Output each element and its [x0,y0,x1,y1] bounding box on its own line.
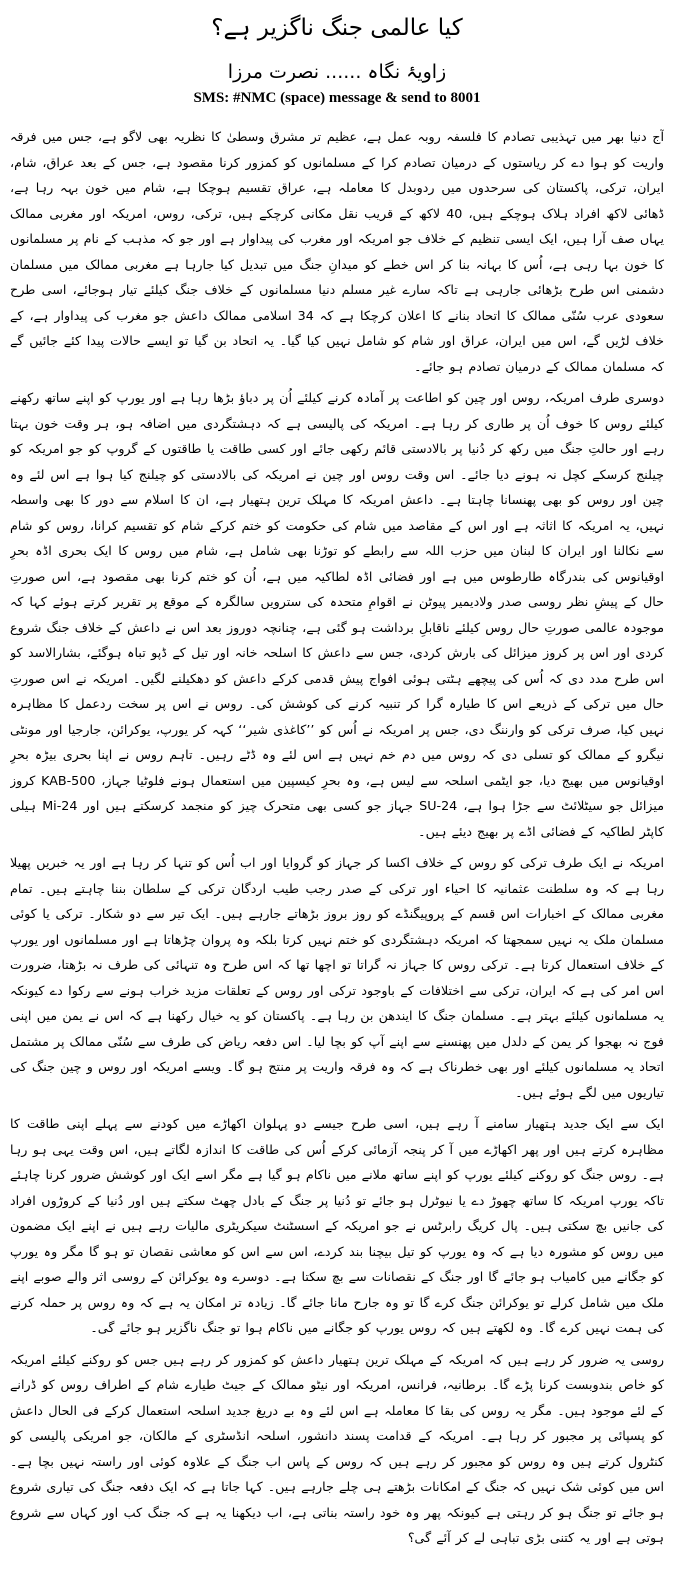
article-paragraph-5: روسی یہ ضرور کر رہے ہیں کہ امریکہ کے مہلک ترین ہتھیار داعش کو کمزور کر رہے ہیں جس کو روکنے کیلئے امریکہ کو خاص بندوبست کرنا پڑے گا۔ برطانیہ، فرانس، امریکہ اور نیٹو ممالک کے جیٹ طیارے شام کے اطراف روس کو ڈرانے کے لئے موجود ہیں۔ مگر یہ روس کی بقا کا معاملہ ہے اس لئے وہ بے دریغ جدید اسلحہ استعمال کرکے فی الحال داعش کو پسپائی پر مجبور کر رہا ہے۔ امریکہ کے قدامت پسند دانشور، اسلحہ انڈسٹری کے مالکان، جو امریکی پالیسی کو کنٹرول کرتے ہیں وہ روس کو مجبور کر رہے ہیں کہ روس کے پاس اب جنگ کے علاوہ کوئی اور راستہ نہیں بچا ہے۔ اس میں کوئی شک نہیں کہ جنگ کے امکانات بڑھتے ہی چلے جارہے ہیں۔ کہا جاتا ہے کہ ایک دفعہ جنگ کی تیاری شروع ہو جائے تو جنگ ہو کر رہتی ہے کیونکہ پھر وہ خود راستہ بناتی ہے، اب دیکھنا یہ ہے کہ جنگ کب اور کہاں سے شروع ہوتی ہے اور یہ کتنی بڑی تباہی لے کر آئے گی؟ [10,1351,664,1545]
article-title: کیا عالمی جنگ ناگزیر ہے؟ [211,15,463,41]
article-paragraph-2: دوسری طرف امریکہ، روس اور چین کو اطاعت پر آمادہ کرنے کیلئے اُن پر دباؤ بڑھا رہا ہے اور یورپ کو اپنے ساتھ رکھنے کیلئے روس کا خوف اُن پر طاری کر رہا ہے۔ امریکہ کی پالیسی ہے کہ دہشتگردی میں اضافہ ہو، ہر وقت خون بہتا رہے اور حالتِ جنگ میں رکھ کر دُنیا پر بالادستی قائم رکھی جائے اور کسی طاقت یا طاقتوں کے گروپ کو جو امریکہ کو چیلنج کرسکے کچل نہ ہونے دیا جائے۔ اس وقت روس اور چین نے امریکہ کی بالادستی کو چیلنج کیا ہوا ہے اس لئے وہ چین اور روس کو بھی پھنسانا چاہتا ہے۔ داعش امریکہ کا مہلک ترین ہتھیار ہے، ان کا اسلام سے دور کا بھی واسطہ نہیں، یہ امریکہ کا اثاثہ ہے اور اس کے مقاصد میں شام کی حکومت کو ختم کرکے شام کو تقسیم کرانا، روس کو شام سے نکالنا اور ایران کا لبنان میں حزب اللہ سے رابطے کو توڑنا بھی شامل ہے، شام میں روس کا ایک بحری اڈہ بحرِ اوقیانوس کی بندرگاہ طارطوس میں ہے اور فضائی اڈہ لطاکیہ میں ہے، اُن کو ختم کرنا بھی مقصود ہے، اس صورتِ حال کے پیشِ نظر روسی صدر ولادیمیر پیوٹن نے اقوامِ متحدہ کی سترویں سالگرہ کے موقع پر تقریر کرتے ہوئے کہا کہ موجودہ عالمی صورتِ حال روس کیلئے ناقابلِ برداشت ہو گئی ہے، چنانچہ دوروز بعد اس نے داعش کے خلاف جنگ شروع کردی اور اس پر کروز میزائل کی بارش کردی، جس سے داعش کا اسلحہ خانہ اور تیل کے ڈپو تباہ ہوگئے، بشارالاسد کو اس طرح مدد دی کہ اُس کی پیچھے ہٹتی ہوئی افواج پیش قدمی کرکے داعش کو دھکیلنے لگیں۔ امریکہ نے اس صورتِ حال میں ترکی کے ذریعے اس کا طیارہ گرا کر تنبیہ کرنے کی کوشش کی۔ روس نے اس پر سخت ردعمل کا مظاہرہ نہیں کیا، صرف ترکی کو وارننگ دی، جس پر امریکہ نے اُس کو ’’کاغذی شیر‘‘ کہہ کر یورپ، یوکرائن، جارجیا اور مونٹی نیگرو کے ممالک کو تسلی دی کہ روس میں دم خم نہیں ہے اس لئے وہ ڈٹے رہیں۔ تاہم روس نے اپنا بحری بیڑہ بحرِ اوقیانوس میں بھیج دیا، جو ایٹمی اسلحہ سے لیس ہے، وہ بحرِ کیسپین میں استعمال ہونے فلوٹیا جہاز، KAB-500 کروز میزائل جو سیٹلائٹ سے جڑا ہوا ہے، SU-24 جہاز جو کسی بھی متحرک چیز کو منجمد کرسکتے ہیں اور Mi-24 ہیلی کاپٹر لطاکیہ کے فضائی اڈے پر بھیج دیئے ہیں۔ [10,390,664,839]
sms-line: SMS: #NMC (space) message & send to 8001 [193,90,481,106]
article [10,0,664,1588]
article-paragraph-3: امریکہ نے ایک طرف ترکی کو روس کے خلاف اکسا کر جہاز کو گروایا اور اب اُس کو تنہا کر رہا ہے اور یہ خبریں پھیلا رہا ہے کہ وہ سلطنت عثمانیہ کا احیاء اور ترکی کے صدر رجب طیب اردگان ترکی کے سلطان بننا چاہتے ہیں۔ تمام مغربی ممالک کے اخبارات اس قسم کے پروپیگنڈے کو روز بروز بڑھاتے جارہے ہیں۔ ایک تیر سے دو شکار۔ ترکی یا کوئی مسلمان ملک یہ نہیں سمجھتا کہ امریکہ دہشتگردی کو ختم نہیں کرتا بلکہ وہ پروان چڑھاتا ہے اور مسلمانوں اور یورپ کے خلاف استعمال کرتا ہے۔ ترکی روس کا جہاز نہ گراتا تو اچھا تھا کہ اس طرح وہ تنہائی کی طرف نہ بڑھتا، ضرورت اس امر کی ہے کہ ایران، ترکی سے اختلافات کے باوجود ترکی اور روس کے تعلقات مزید خراب ہونے سے رکوا دے کیونکہ یہ مسلمانوں کیلئے بہتر ہے۔ مسلمان جنگ کا ایندھن بن رہا ہے۔ پاکستان کو یہ خیال رکھنا ہے کہ اس نے یمن میں اپنی فوج نہ بھجوا کر یمن کے دلدل میں پھنسنے سے اپنے آپ کو بچا لیا۔ اس دفعہ ریاض کی طرف سے سُنّی ممالک پر مشتمل اتحاد یہ مسلمانوں کیلئے اور بھی خطرناک ہے کہ وہ فرقہ واریت پر منتج ہو گا۔ ویسے امریکہ اور روس و چین جنگ کی تیاریوں میں لگے ہوئے ہیں۔ [10,855,664,1100]
article-body [10,124,664,1551]
article-paragraph-4: ایک سے ایک جدید ہتھیار سامنے آ رہے ہیں، اسی طرح جیسے دو پہلوان اکھاڑے میں کودنے سے پہلے اپنی طاقت کا مظاہرہ کرتے ہیں اور پھر اکھاڑے میں آ کر پنجہ آزمائی کرکے اُس کی طاقت کا اندازہ لگاتے ہیں، اس وقت یہی ہو رہا ہے۔ روس جنگ کو روکنے کیلئے یورپ کو اپنے ساتھ ملانے میں ناکام ہو گیا ہے مگر اسے ایک اور کوشش ضرور کرنا چاہئے تاکہ یورپ امریکہ کا ساتھ چھوڑ دے یا نیوٹرل ہو جائے تو دُنیا پر جنگ کے بادل چھٹ سکتے ہیں اور دُنیا کے کروڑوں افراد کی جانیں بچ سکتی ہیں۔ پال کریگ رابرٹس نے جو امریکہ کے اسسٹنٹ سیکریٹری مالیات رہے ہیں نے اپنے ایک مضمون میں روس کو مشورہ دیا ہے کہ وہ یورپ کو تیل بیچنا بند کردے، اس سے اس کو معاشی نقصان تو ہو گا مگر وہ یورپ کو جگانے میں کامیاب ہو جائے گا اور جنگ کے نقصانات سے بچ سکتا ہے۔ دوسرے وہ یوکرائن کے روسی اثر والے صوبے اپنے ملک میں شامل کرلے تو یوکرائن جنگ کرے گا تو وہ جارح مانا جائے گا۔ زیادہ تر امکان یہ ہے کہ وہ روس پر حملہ کرنے کی ہمت نہیں کرے گا۔ وہ لکھتے ہیں کہ روس یورپ کو جگانے میں ناکام ہوا تو جنگ ناگزیر ہو جائے گی۔ [10,1116,664,1335]
article-byline: زاویۂ نگاہ ...... نصرت مرزا [227,61,447,83]
article-header [10,0,664,108]
article-paragraph-1: آج دنیا بھر میں تہذیبی تصادم کا فلسفہ روبہ عمل ہے، عظیم تر مشرق وسطیٰ کا نظریہ بھی لاگو ہے، جس میں فرقہ واریت کو ہوا دے کر ریاستوں کے درمیان تصادم کرا کے مسلمانوں کو کمزور کرنا مقصود ہے، جس کے بعد عراق، شام، ایران، ترکی، پاکستان کی سرحدوں میں ردوبدل کا معاملہ ہے، عراق تقسیم ہوچکا ہے، شام میں خون بہہ رہا ہے، ڈھائی لاکھ افراد ہلاک ہوچکے ہیں، 40 لاکھ کے قریب نقل مکانی کرچکے ہیں، ترکی، روس، امریکہ اور مغربی ممالک یہاں صف آرا ہیں، ایک ایسی تنظیم کے خلاف جو امریکہ اور مغرب کی پیداوار ہے اور جو کہ مذہب کے نام پر مسلمانوں کا خون بہا رہی ہے، اُس کا بہانہ بنا کر اس خطے کو میدانِ جنگ میں تبدیل کیا جارہا ہے مغربی ممالک میں مسلمان دشمنی اس طرح بڑھائی جارہی ہے تاکہ سارے غیر مسلم دنیا مسلمانوں کے خلاف جنگ کیلئے تیار ہوجائے، اسی طرح سعودی عرب سُنّی ممالک کا اتحاد بنانے کا اعلان کرچکا ہے کہ 34 اسلامی ممالک داعش جو مغرب کی پیداوار ہے، کے خلاف لڑیں گے، اس میں ایران، عراق اور شام کو شامل نہیں کیا گیا۔ یہ اتحاد بن گیا تو ایسے حالات پیدا کئے جائیں گے کہ مسلمان ممالک کے درمیان تصادم ہو جائے۔ [10,129,664,374]
